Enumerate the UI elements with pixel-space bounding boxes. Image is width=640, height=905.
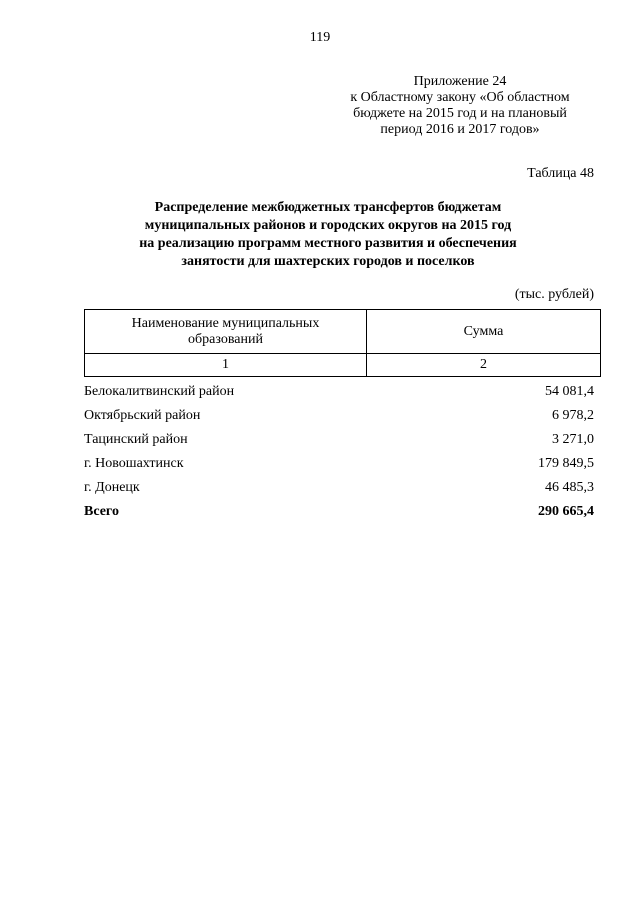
row-value: 46 485,3 <box>545 480 594 495</box>
appendix-note <box>330 74 590 138</box>
appendix-line: к Областному закону «Об областном <box>350 90 570 105</box>
table-body <box>84 380 594 524</box>
units-label: (тыс. рублей) <box>514 287 594 302</box>
title-line: на реализацию программ местного развития и обеспечения <box>139 236 517 251</box>
title-line: занятости для шахтерских городов и поселков <box>181 254 475 269</box>
page-number: 119 <box>309 30 331 45</box>
table-number: Таблица 48 <box>527 166 594 181</box>
table-row <box>84 476 594 500</box>
table-header <box>84 309 601 377</box>
header-name-line: образований <box>188 331 263 347</box>
row-value: 54 081,4 <box>545 384 594 399</box>
header-name-line: Наименование муниципальных <box>131 315 320 331</box>
total-label: Всего <box>84 504 119 519</box>
row-name: г. Донецк <box>84 480 140 495</box>
row-name: Октябрьский район <box>84 408 201 423</box>
header-sum-cell: Сумма <box>367 310 601 354</box>
table-row <box>84 452 594 476</box>
appendix-line: Приложение 24 <box>413 74 507 89</box>
title-line: муниципальных районов и городских округов на 2015 год <box>144 218 512 233</box>
title-line: Распределение межбюджетных трансфертов бюджетам <box>154 200 502 215</box>
row-name: Тацинский район <box>84 432 188 447</box>
appendix-line: период 2016 и 2017 годов» <box>380 122 540 137</box>
table-row <box>84 404 594 428</box>
total-value: 290 665,4 <box>538 504 594 519</box>
row-name: г. Новошахтинск <box>84 456 184 471</box>
row-name: Белокалитвинский район <box>84 384 235 399</box>
row-value: 6 978,2 <box>552 408 594 423</box>
row-value: 3 271,0 <box>552 432 594 447</box>
document-title <box>82 199 574 271</box>
row-value: 179 849,5 <box>538 456 594 471</box>
table-row <box>84 380 594 404</box>
column-number-1: 1 <box>85 354 367 377</box>
total-row <box>84 500 594 524</box>
column-number-2: 2 <box>367 354 601 377</box>
header-name-cell <box>85 310 367 354</box>
appendix-line: бюджете на 2015 год и на плановый <box>353 106 567 121</box>
table-row <box>84 428 594 452</box>
